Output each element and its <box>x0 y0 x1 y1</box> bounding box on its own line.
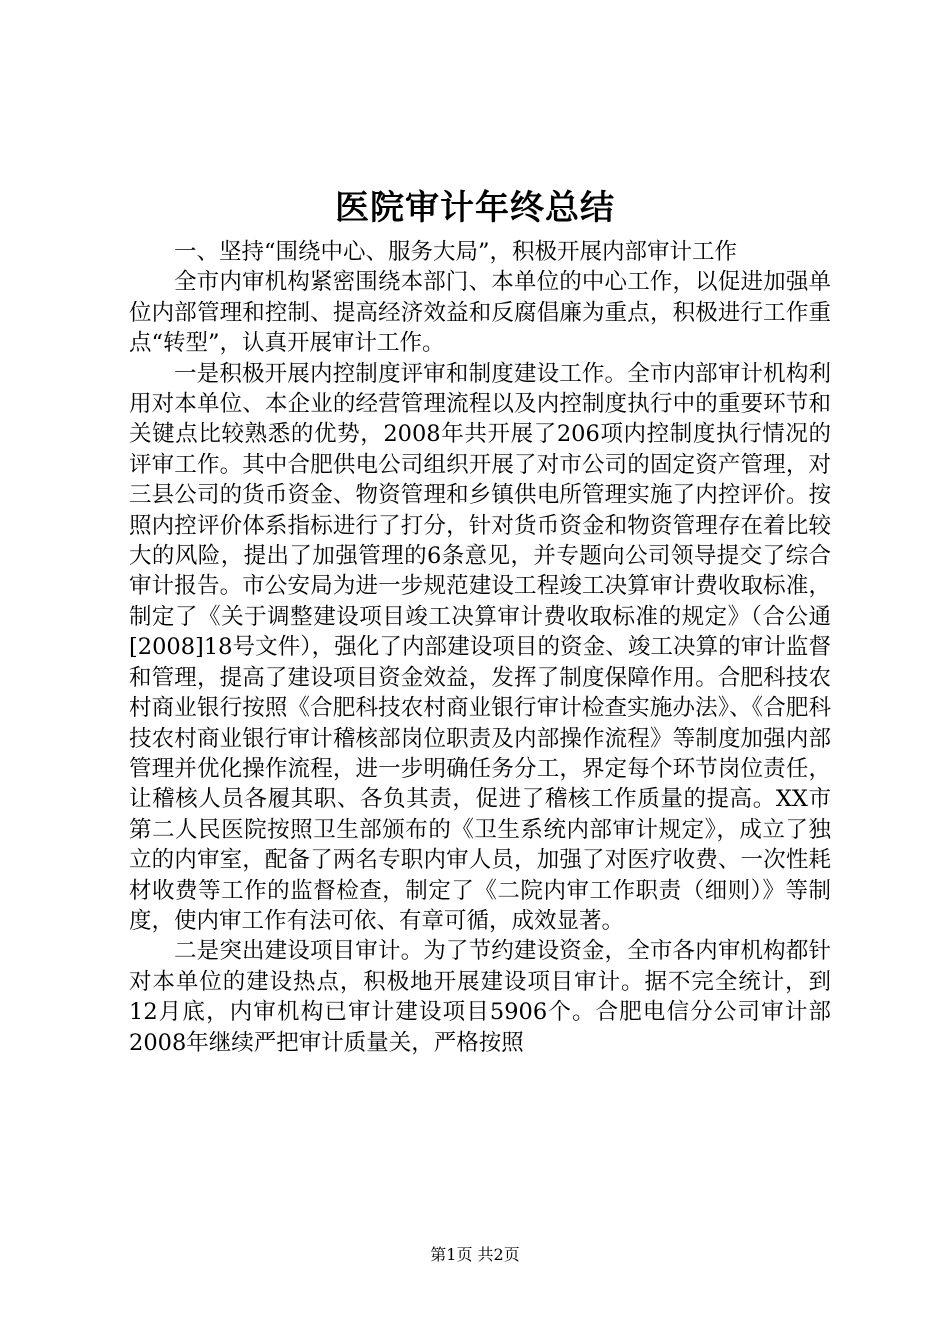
paragraph-internal-control: 一是积极开展内控制度评审和制度建设工作。全市内部审计机构利用对本单位、本企业的经营管理流程以及内控制度执行中的重要环节和关键点比较熟悉的优势，2008年共开展了206项内控制度执行情况的评审工作。其中合肥供电公司组织开展了对市公司的固定资产管理，对三县公司的货币资金、物资管理和乡镇供电所管理实施了内控评价。按照内控评价体系指标进行了打分，针对货币资金和物资管理存在着比较大的风险，提出了加强管理的6条意见，并专题向公司领导提交了综合审计报告。市公安局为进一步规范建设工程竣工决算审计费收取标准，制定了《关于调整建设项目竣工决算审计费收取标准的规定》（合公通[2008]18号文件），强化了内部建设项目的资金、竣工决算的审计监督和管理，提高了建设项目资金效益，发挥了制度保障作用。合肥科技农村商业银行按照《合肥科技农村商业银行审计检查实施办法》、《合肥科技农村商业银行审计稽核部岗位职责及内部操作流程》等制度加强内部管理并优化操作流程，进一步明确任务分工，界定每个环节岗位责任，让稽核人员各履其职、各负其责，促进了稽核工作质量的提高。XX市第二人民医院按照卫生部颁布的《卫生系统内部审计规定》，成立了独立的内审室，配备了两名专职内审人员，加强了对医疗收费、一次性耗材收费等工作的监督检查，制定了《二院内审工作职责（细则）》等制度，使内审工作有法可依、有章可循，成效显著。 <box>129 360 831 934</box>
document-title: 医院审计年终总结 <box>335 188 615 228</box>
section-heading: 一、坚持“围绕中心、服务大局”，积极开展内部审计工作 <box>174 239 738 265</box>
paragraph-construction-audit: 二是突出建设项目审计。为了节约建设资金，全市各内审机构都针对本单位的建设热点，积极地开展建设项目审计。据不完全统计，到12月底，内审机构已审计建设项目5906个。合肥电信分公司审计部2008年继续严把审计质量关，严格按照 <box>129 938 831 1056</box>
paragraph-intro: 全市内审机构紧密围绕本部门、本单位的中心工作，以促进加强单位内部管理和控制、提高经济效益和反腐倡廉为重点，积极进行工作重点“转型”，认真开展审计工作。 <box>129 269 831 357</box>
document-body <box>129 237 831 1058</box>
page-footer: 第1页 共2页 <box>430 1245 520 1264</box>
